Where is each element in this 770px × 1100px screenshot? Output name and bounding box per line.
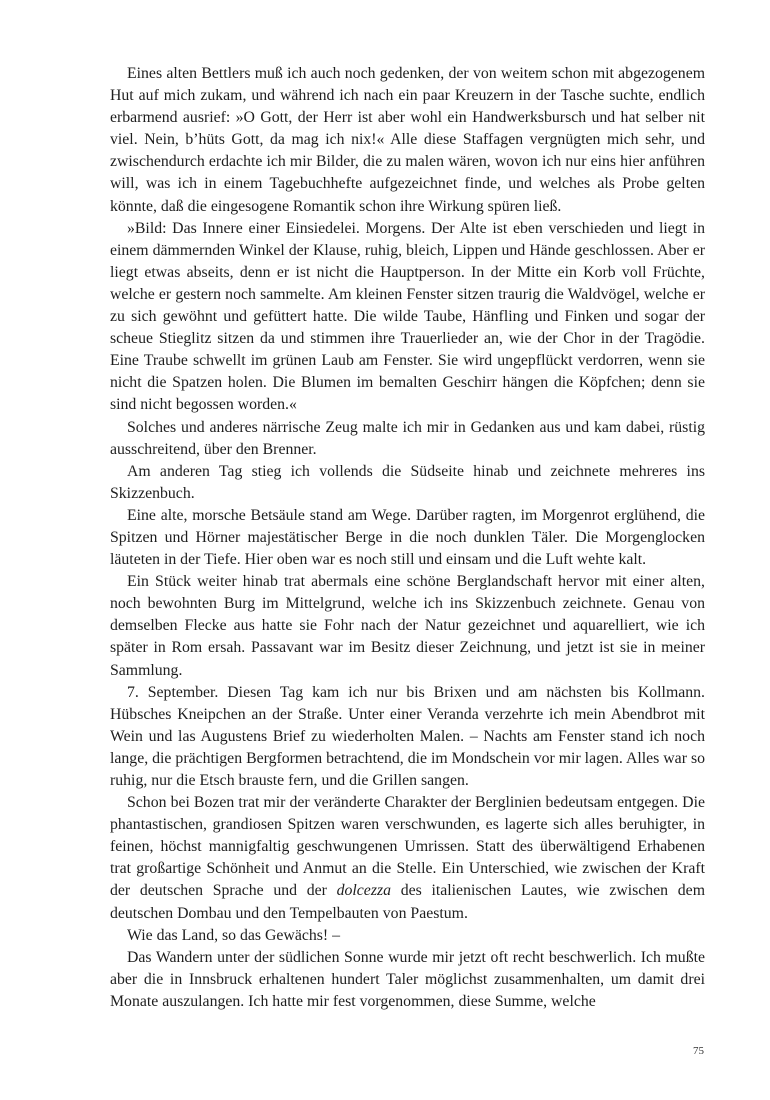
- paragraph-4: Am anderen Tag stieg ich vollends die Südseite hinab und zeichnete mehreres ins Skizzenbuch.: [110, 462, 705, 502]
- paragraph-7: 7. September. Diesen Tag kam ich nur bis Brixen und am nächsten bis Kollmann. Hübsches Kneipchen an der Straße. Unter einer Veranda verzehrte ich mein Abendbrot mit Wein und las Augustens Brief zu wiederholten Malen. – Nachts am Fenster stand ich noch lange, die prächtigen Bergformen betrachtend, die im Mondschein vor mir lagen. Alles war so ruhig, nur die Etsch brauste fern, und die Grillen sangen.: [110, 683, 705, 789]
- body-text: [110, 63, 705, 1013]
- paragraph-8: [110, 792, 705, 925]
- paragraph-2: »Bild: Das Innere einer Einsiedelei. Morgens. Der Alte ist eben verschieden und liegt in einem dämmernden Winkel der Klause, ruhig, bleich, Lippen und Hände geschlossen. Aber er liegt etwas abseits, denn er ist nicht die Hauptperson. In der Mitte ein Korb voll Früchte, welche er gestern noch sammelte. Am kleinen Fenster sitzen traurig die Waldvögel, welche er zu sich gewöhnt und gefüttert hatte. Die wilde Taube, Hänfling und Finken und sogar der scheue Stieglitz sitzen da und stimmen ihre Trauerlieder an, wie der Chor in der Tragödie. Eine Traube schwellt im grünen Laub am Fenster. Sie wird ungepflückt verdorren, wenn sie nicht die Spatzen holen. Die Blumen im bemalten Geschirr hängen die Köpfchen; denn sie sind nicht begossen worden.«: [110, 219, 705, 414]
- paragraph-5: Eine alte, morsche Betsäule stand am Wege. Darüber ragten, im Morgenrot erglühend, die Spitzen und Hörner majestätischer Berge in die noch dunklen Täler. Die Morgenglocken läuteten in der Tiefe. Hier oben war es noch still und einsam und die Luft wehte kalt.: [110, 506, 705, 569]
- paragraph-10: Das Wandern unter der südlichen Sonne wurde mir jetzt oft recht beschwerlich. Ich mußte aber die in Innsbruck erhaltenen hundert Taler möglichst zusammenhalten, um damit drei Monate auszulangen. Ich hatte mir fest vorgenommen, diese Summe, welche: [110, 948, 705, 1010]
- page-number: 75: [693, 1045, 704, 1057]
- paragraph-6: Ein Stück weiter hinab trat abermals eine schöne Berglandschaft hervor mit einer alten, noch bewohnten Burg im Mittelgrund, welche ich ins Skizzenbuch zeichnete. Genau von demselben Flecke aus hatte sie Fohr nach der Natur gezeichnet und aquarelliert, wie ich später in Rom ersah. Passavant war im Besitz dieser Zeichnung, und jetzt ist sie in meiner Sammlung.: [110, 573, 705, 679]
- paragraph-3: Solches und anderes närrische Zeug malte ich mir in Gedanken aus und kam dabei, rüstig ausschreitend, über den Brenner.: [110, 418, 705, 458]
- paragraph-8-text-before: Schon bei Bozen trat mir der veränderte Charakter der Berglinien bedeutsam entgegen. Die phantastischen, grandiosen Spitzen waren verschwunden, es lagerte sich alles beruhigter, in feinen, höchst mannigfaltig geschwungenen Umrissen. Statt des überwältigend Erhabenen trat großartige Schönheit und Anmut an die Stelle. Ein Unterschied, wie zwischen der Kraft der deutschen Sprache und der: [110, 794, 705, 900]
- paragraph-1: Eines alten Bettlers muß ich auch noch gedenken, der von weitem schon mit abgezogenem Hut auf mich zukam, und während ich nach ein paar Kreuzern in der Tasche suchte, endlich erbarmend ausrief: »O Gott, der Herr ist aber wohl ein Handwerksbursch und hat selber nit viel. Nein, b’hüts Gott, da mag ich nix!« Alle diese Staffagen vergnügten mich sehr, und zwischendurch erdachte ich mir Bilder, die zu malen wären, wovon ich nur eins hier anführen will, was ich in einem Tagebuchhefte aufgezeichnet finde, und welches als Probe gelten könnte, daß die eingesogene Romantik schon ihre Wirkung spüren ließ.: [110, 65, 705, 215]
- paragraph-8-text-after: des italienischen Lautes, wie zwischen dem deutschen Dombau und den Tempelbauten von Paestum.: [110, 882, 705, 922]
- italic-term-dolcezza: dolcezza: [336, 882, 392, 900]
- paragraph-9: Wie das Land, so das Gewächs! –: [127, 926, 340, 944]
